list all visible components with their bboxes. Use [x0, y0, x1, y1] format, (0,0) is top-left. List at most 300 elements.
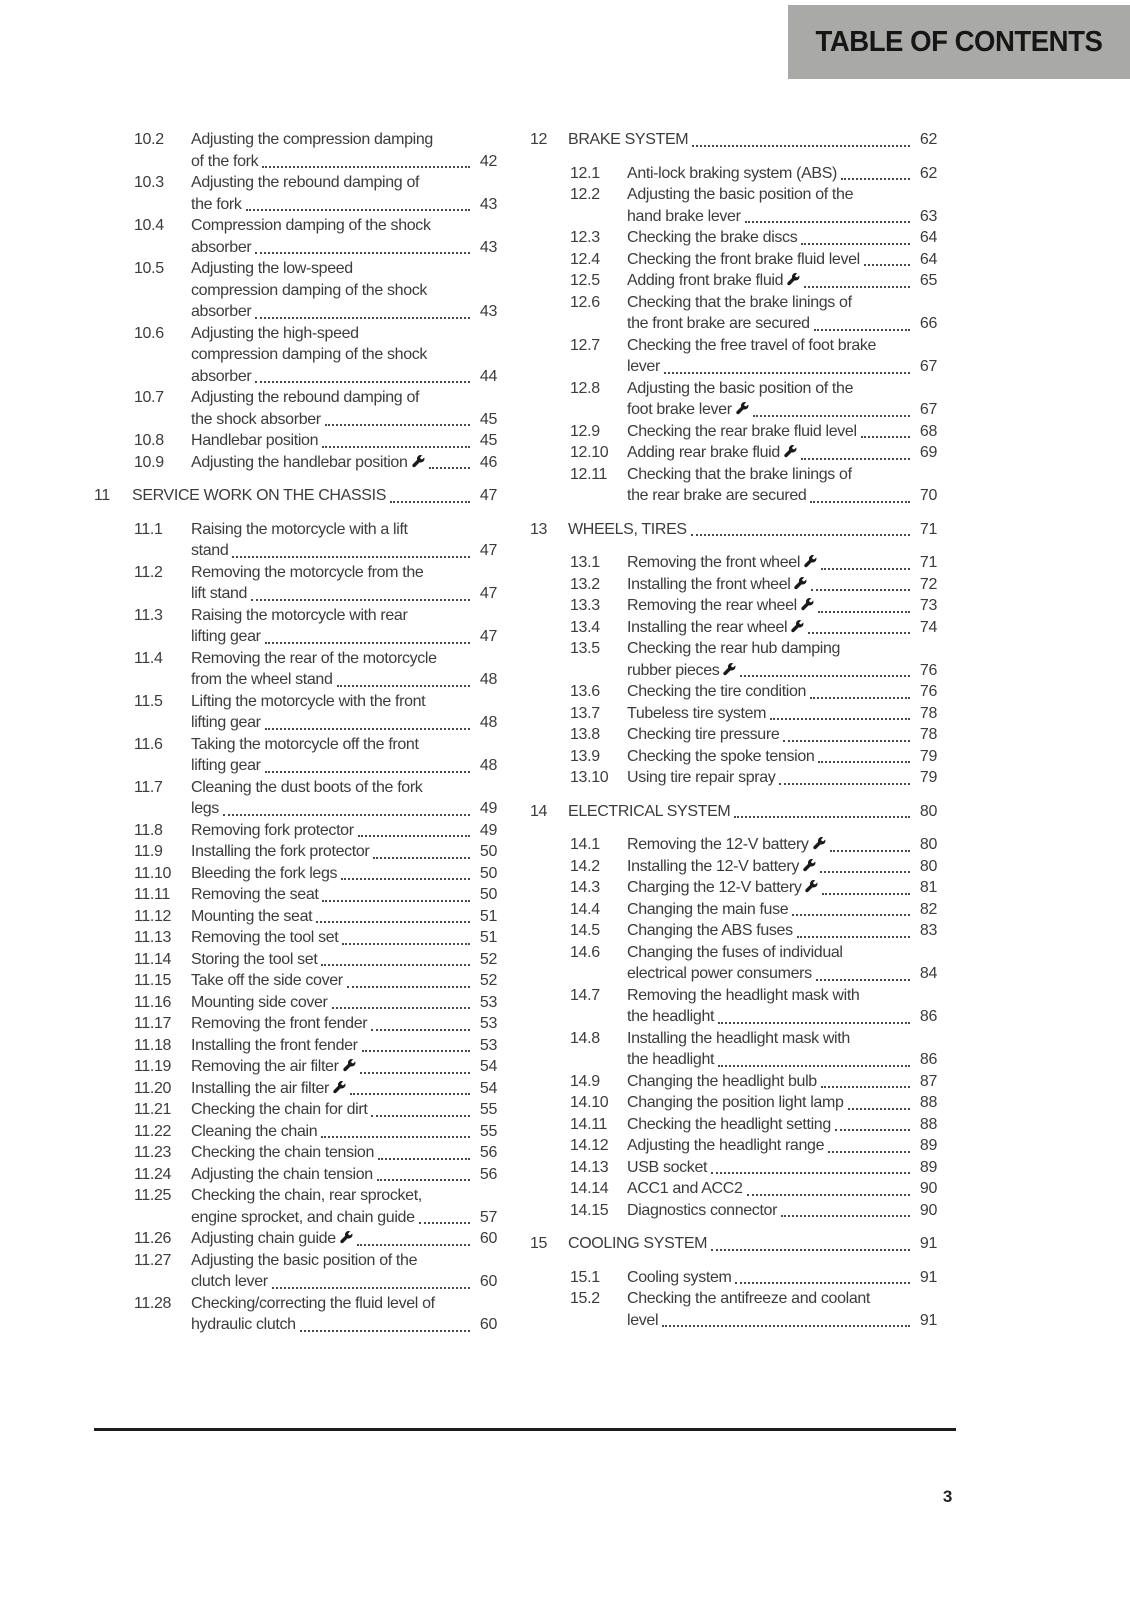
entry-number: 14.8 — [570, 1029, 600, 1047]
toc-entry-row — [94, 323, 497, 388]
entry-page-number: 79 — [919, 747, 937, 765]
entry-title: Checking the headlight setting — [627, 1115, 831, 1133]
entry-title-line: Lifting the motorcycle with the front — [191, 692, 426, 710]
entry-page-number: 62 — [919, 131, 937, 148]
entry-page-number: 65 — [919, 272, 937, 289]
entry-page-number: 88 — [919, 1094, 937, 1111]
toc-entry-row — [94, 387, 497, 430]
dot-leader — [830, 850, 910, 852]
dot-leader — [246, 209, 470, 211]
dot-leader — [781, 1215, 910, 1217]
entry-title: Installing the 12-V battery — [627, 857, 799, 875]
entry-number: 12.1 — [570, 164, 600, 182]
entry-title: COOLING SYSTEM — [568, 1235, 708, 1252]
toc-entry-row — [530, 1071, 937, 1093]
dot-leader — [322, 900, 470, 902]
dot-leader — [734, 816, 910, 818]
toc-entry-row — [94, 949, 497, 971]
entry-number: 11 — [94, 487, 110, 504]
entry-title: Removing the seat — [191, 886, 319, 903]
entry-title: foot brake lever — [627, 401, 732, 418]
toc-entry-row — [94, 1121, 497, 1143]
entry-title: Removing the front wheel — [627, 554, 801, 571]
dot-leader — [835, 1129, 910, 1131]
entry-title: Changing the position light lamp — [627, 1094, 844, 1111]
entry-number: 14.5 — [570, 922, 600, 939]
toc-entry-row — [530, 920, 937, 942]
entry-title-line: Adjusting the low-speed — [191, 260, 353, 277]
entry-page-number: 44 — [479, 367, 497, 385]
entry-title: Removing fork protector — [191, 821, 354, 839]
entry-number: 11.11 — [134, 886, 170, 903]
dot-leader — [358, 835, 470, 837]
entry-number: 12.5 — [570, 272, 600, 289]
entry-title: Changing the ABS fuses — [627, 922, 793, 939]
entry-title-line: Adjusting the compression damping — [191, 131, 433, 148]
entry-page-number: 48 — [479, 714, 497, 731]
entry-page-number: 56 — [479, 1144, 497, 1161]
entry-title-line: Checking the free travel of foot brake — [627, 336, 877, 354]
toc-entry-row — [94, 927, 497, 949]
entry-number: 11.13 — [134, 929, 172, 946]
entry-number: 13.3 — [570, 597, 600, 614]
entry-page-number: 45 — [479, 410, 497, 428]
entry-title: Checking tire pressure — [627, 726, 780, 743]
toc-entry-row — [530, 292, 937, 335]
dot-leader — [783, 740, 910, 742]
toc-entry-row — [530, 856, 937, 878]
entry-number: 11.9 — [134, 843, 163, 860]
toc-entry-row — [530, 834, 937, 856]
dot-leader — [419, 1222, 470, 1224]
toc-chapter-row — [530, 519, 937, 541]
dot-leader — [337, 685, 470, 687]
toc-entry-row — [94, 1250, 497, 1293]
entry-page-number: 53 — [479, 1015, 497, 1032]
entry-title-line: Adjusting the rebound damping of — [191, 389, 420, 406]
entry-title: Handlebar position — [191, 432, 319, 449]
wrench-icon — [791, 620, 804, 633]
entry-title: Checking the front brake fluid level — [627, 250, 860, 268]
entry-number: 11.24 — [134, 1165, 172, 1183]
entry-number: 11.26 — [134, 1230, 172, 1247]
toc-entry-row — [530, 1092, 937, 1114]
entry-title: Anti-lock braking system (ABS) — [627, 164, 838, 182]
entry-number: 12.6 — [570, 293, 600, 311]
toc-entry-row — [94, 777, 497, 820]
toc-entry-row — [94, 562, 497, 605]
entry-page-number: 89 — [919, 1137, 937, 1154]
entry-number: 11.6 — [134, 735, 163, 753]
entry-number: 12.11 — [570, 465, 608, 483]
entry-page-number: 53 — [479, 1036, 497, 1054]
dot-leader — [691, 534, 910, 536]
entry-title-line: Checking the antifreeze and coolant — [627, 1290, 871, 1307]
entry-page-number: 60 — [479, 1316, 497, 1333]
entry-title: SERVICE WORK ON THE CHASSIS — [132, 487, 387, 504]
entry-title: BRAKE SYSTEM — [568, 131, 689, 148]
entry-title: Adding front brake fluid — [627, 272, 784, 289]
toc-entry-row — [530, 724, 937, 746]
entry-number: 13 — [530, 520, 548, 538]
dot-leader — [821, 568, 910, 570]
toc-entry-row — [530, 442, 937, 464]
toc-entry-row — [530, 767, 937, 789]
toc-entry-row — [530, 1028, 937, 1071]
entry-title-line: Checking that the brake linings of — [627, 293, 852, 311]
entry-title: of the fork — [191, 152, 259, 170]
entry-number: 11.7 — [134, 778, 163, 796]
entry-title: rubber pieces — [627, 661, 720, 679]
entry-page-number: 90 — [919, 1201, 937, 1219]
entry-title: Mounting the seat — [191, 907, 313, 925]
toc-entry-row — [530, 464, 937, 507]
entry-number: 12.4 — [570, 250, 600, 268]
entry-page-number: 73 — [919, 597, 937, 614]
entry-title-line: Checking that the brake linings of — [627, 465, 852, 483]
dot-leader — [322, 446, 470, 448]
entry-number: 13.9 — [570, 747, 600, 765]
entry-title: lifting gear — [191, 757, 261, 774]
entry-number: 12.9 — [570, 422, 600, 440]
toc-entry-row — [530, 1157, 937, 1179]
page-header — [788, 5, 1130, 79]
entry-page-number: 47 — [479, 585, 497, 602]
dot-leader — [811, 589, 910, 591]
toc-entry-row — [530, 617, 937, 639]
dot-leader — [747, 1194, 910, 1196]
entry-page-number: 57 — [479, 1208, 497, 1226]
entry-page-number: 91 — [919, 1311, 937, 1329]
entry-page-number: 64 — [919, 250, 937, 268]
wrench-icon — [412, 455, 425, 468]
entry-title-line: Installing the headlight mask with — [627, 1029, 850, 1047]
entry-title: Using tire repair spray — [627, 769, 776, 786]
entry-title: absorber — [191, 367, 252, 385]
entry-title-line: Removing the motorcycle from the — [191, 563, 424, 581]
entry-number: 13.10 — [570, 769, 609, 786]
entry-title: Adjusting the headlight range — [627, 1137, 825, 1154]
dot-leader — [325, 424, 470, 426]
entry-page-number: 71 — [919, 554, 937, 571]
entry-page-number: 48 — [479, 757, 497, 774]
entry-title: absorber — [191, 238, 252, 256]
entry-page-number: 80 — [919, 857, 937, 875]
toc-entry-row — [530, 335, 937, 378]
entry-page-number: 86 — [919, 1008, 937, 1025]
entry-number: 11.19 — [134, 1058, 172, 1075]
toc-chapter-row — [530, 1233, 937, 1255]
toc-entry-row — [94, 1185, 497, 1228]
entry-title: Removing the front fender — [191, 1015, 368, 1032]
entry-number: 11.5 — [134, 692, 163, 710]
entry-title: Checking the chain for dirt — [191, 1101, 368, 1118]
toc-entry-row — [530, 163, 937, 185]
entry-number: 11.8 — [134, 821, 163, 839]
entry-title-line: compression damping of the shock — [191, 346, 428, 363]
entry-number: 14.4 — [570, 900, 600, 918]
entry-number: 11.22 — [134, 1122, 172, 1140]
entry-title-line: Taking the motorcycle off the front — [191, 735, 419, 753]
toc-entry-row — [94, 648, 497, 691]
entry-number: 14.6 — [570, 943, 600, 961]
entry-number: 14.13 — [570, 1158, 609, 1176]
toc-entry-row — [530, 595, 937, 617]
toc-entry-row — [94, 734, 497, 777]
entry-number: 10.4 — [134, 217, 164, 234]
entry-page-number: 54 — [479, 1058, 497, 1075]
dot-leader — [770, 718, 910, 720]
entry-number: 15.1 — [570, 1268, 600, 1286]
toc-entry-row — [94, 1099, 497, 1121]
footer-divider — [94, 1428, 956, 1431]
dot-leader — [792, 914, 910, 916]
dot-leader — [390, 501, 470, 503]
entry-number: 14.7 — [570, 986, 600, 1004]
entry-page-number: 67 — [919, 358, 937, 375]
dot-leader — [350, 1093, 470, 1095]
dot-leader — [300, 1330, 470, 1332]
entry-number: 14.3 — [570, 879, 600, 896]
entry-title: hand brake lever — [627, 207, 741, 225]
entry-page-number: 78 — [919, 726, 937, 743]
toc-entry-row — [530, 249, 937, 271]
dot-leader — [378, 1158, 470, 1160]
entry-number: 12.10 — [570, 444, 609, 461]
entry-title: USB socket — [627, 1158, 708, 1176]
entry-title-line: Cleaning the dust boots of the fork — [191, 778, 423, 796]
entry-title: Checking the rear brake fluid level — [627, 422, 857, 440]
dot-leader — [841, 178, 910, 180]
entry-number: 14.10 — [570, 1094, 609, 1111]
entry-number: 13.7 — [570, 704, 600, 722]
entry-number: 12.3 — [570, 229, 600, 246]
entry-page-number: 81 — [919, 879, 937, 896]
entry-number: 13.6 — [570, 683, 600, 700]
toc-entry-row — [94, 863, 497, 885]
entry-page-number: 62 — [919, 164, 937, 182]
entry-title: level — [627, 1311, 659, 1329]
entry-title: the front brake are secured — [627, 315, 810, 332]
dot-leader — [265, 771, 470, 773]
toc-entry-row — [530, 227, 937, 249]
toc-entry-row — [94, 906, 497, 928]
dot-leader — [265, 642, 470, 644]
dot-leader — [848, 1108, 910, 1110]
entry-page-number: 60 — [479, 1230, 497, 1247]
dot-leader — [272, 1287, 470, 1289]
entry-page-number: 69 — [919, 444, 937, 461]
entry-number: 11.21 — [134, 1101, 172, 1118]
entry-title: hydraulic clutch — [191, 1316, 296, 1333]
entry-title-line: Adjusting the basic position of the — [627, 379, 854, 397]
entry-title: the headlight — [627, 1051, 715, 1068]
dot-leader — [316, 921, 470, 923]
entry-page-number: 43 — [479, 195, 497, 213]
entry-page-number: 79 — [919, 769, 937, 786]
entry-title: from the wheel stand — [191, 671, 333, 688]
entry-number: 11.17 — [134, 1015, 172, 1032]
entry-page-number: 55 — [479, 1101, 497, 1118]
entry-number: 10.7 — [134, 389, 164, 406]
entry-title-line: Adjusting the basic position of the — [627, 186, 854, 203]
dot-leader — [347, 986, 470, 988]
dot-leader — [861, 436, 910, 438]
entry-number: 14.14 — [570, 1180, 609, 1197]
entry-title: Adjusting the chain tension — [191, 1165, 373, 1183]
entry-title: Installing the rear wheel — [627, 618, 788, 636]
entry-title: Installing the fork protector — [191, 843, 370, 860]
entry-title-line: Raising the motorcycle with a lift — [191, 520, 408, 538]
wrench-icon — [333, 1081, 346, 1094]
dot-leader — [797, 936, 910, 938]
toc-chapter-row — [530, 801, 937, 823]
entry-number: 11.12 — [134, 907, 172, 925]
entry-title: Installing the front wheel — [627, 575, 791, 593]
toc-entry-row — [94, 172, 497, 215]
entry-title: the fork — [191, 195, 242, 213]
toc-entry-row — [94, 1078, 497, 1100]
toc-entry-row — [530, 1267, 937, 1289]
dot-leader — [232, 556, 470, 558]
entry-title: Storing the tool set — [191, 950, 318, 968]
entry-number: 11.10 — [134, 864, 172, 882]
entry-number: 14.2 — [570, 857, 600, 875]
dot-leader — [341, 878, 470, 880]
dot-leader — [692, 145, 910, 147]
entry-title: the rear brake are secured — [627, 487, 807, 504]
entry-page-number: 50 — [479, 864, 497, 882]
entry-title: the shock absorber — [191, 410, 321, 428]
dot-leader — [864, 264, 910, 266]
toc-entry-row — [94, 452, 497, 474]
toc-entry-row — [94, 1142, 497, 1164]
entry-page-number: 82 — [919, 900, 937, 918]
wrench-icon — [804, 555, 817, 568]
wrench-icon — [343, 1059, 356, 1072]
entry-page-number: 51 — [479, 907, 497, 925]
entry-title: Installing the air filter — [191, 1079, 329, 1097]
dot-leader — [255, 317, 470, 319]
entry-title-line: Adjusting the basic position of the — [191, 1251, 418, 1269]
entry-number: 14.11 — [570, 1115, 608, 1133]
entry-page-number: 51 — [479, 929, 497, 946]
entry-title: Charging the 12-V battery — [627, 879, 802, 896]
entry-number: 11.27 — [134, 1251, 172, 1269]
entry-page-number: 90 — [919, 1180, 937, 1197]
wrench-icon — [801, 598, 814, 611]
dot-leader — [262, 166, 470, 168]
entry-title: engine sprocket, and chain guide — [191, 1208, 415, 1226]
entry-title: Adjusting chain guide — [191, 1230, 336, 1247]
entry-title: WHEELS, TIRES — [568, 520, 687, 538]
dot-leader — [265, 728, 470, 730]
toc-entry-row — [530, 703, 937, 725]
entry-number: 12 — [530, 131, 548, 148]
dot-leader — [321, 1136, 470, 1138]
toc-entry-row — [530, 574, 937, 596]
dot-leader — [429, 467, 470, 469]
dot-leader — [808, 632, 910, 634]
entry-title: Checking the brake discs — [627, 229, 798, 246]
toc-entry-row — [530, 942, 937, 985]
entry-page-number: 54 — [479, 1079, 497, 1097]
toc-entry-row — [530, 421, 937, 443]
entry-page-number: 84 — [919, 965, 937, 982]
entry-number: 11.14 — [134, 950, 172, 968]
toc-column-right — [530, 129, 937, 1331]
dot-leader — [820, 871, 910, 873]
entry-title: lever — [627, 358, 660, 375]
dot-leader — [745, 221, 910, 223]
toc-entry-row — [530, 1135, 937, 1157]
dot-leader — [251, 599, 470, 601]
entry-page-number: 49 — [479, 821, 497, 839]
entry-number: 11.16 — [134, 993, 172, 1011]
entry-page-number: 80 — [919, 802, 937, 820]
entry-page-number: 52 — [479, 950, 497, 968]
entry-page-number: 91 — [919, 1235, 937, 1252]
dot-leader — [804, 286, 910, 288]
toc-entry-row — [530, 1178, 937, 1200]
dot-leader — [718, 1022, 910, 1024]
entry-title: ELECTRICAL SYSTEM — [568, 802, 731, 820]
dot-leader — [810, 697, 910, 699]
entry-number: 10.9 — [134, 453, 164, 471]
dot-leader — [801, 243, 910, 245]
entry-number: 10.2 — [134, 131, 164, 148]
entry-page-number: 71 — [919, 520, 937, 538]
dot-leader — [373, 857, 470, 859]
entry-page-number: 67 — [919, 401, 937, 418]
entry-title-line: compression damping of the shock — [191, 281, 428, 299]
dot-leader — [779, 783, 910, 785]
entry-title-line: Checking/correcting the fluid level of — [191, 1294, 435, 1312]
wrench-icon — [784, 445, 797, 458]
entry-title: Diagnostics connector — [627, 1201, 778, 1219]
entry-title-line: Checking the chain, rear sprocket, — [191, 1187, 422, 1204]
wrench-icon — [736, 402, 749, 415]
page-number: 3 — [942, 1487, 952, 1506]
dot-leader — [664, 372, 910, 374]
entry-page-number: 76 — [919, 683, 937, 700]
dot-leader — [662, 1325, 910, 1327]
entry-number: 13.4 — [570, 618, 600, 636]
entry-page-number: 48 — [479, 671, 497, 688]
dot-leader — [342, 943, 470, 945]
entry-title: Adjusting the handlebar position — [191, 453, 408, 471]
entry-title-line: Removing the rear of the motorcycle — [191, 649, 437, 667]
entry-title: Removing the air filter — [191, 1058, 339, 1075]
toc-entry-row — [94, 1056, 497, 1078]
entry-title: Removing the tool set — [191, 929, 339, 946]
dot-leader — [822, 893, 910, 895]
entry-number: 14.15 — [570, 1201, 609, 1219]
entry-number: 14.1 — [570, 836, 600, 853]
dot-leader — [377, 1179, 470, 1181]
dot-leader — [814, 329, 910, 331]
entry-title: clutch lever — [191, 1273, 268, 1290]
entry-page-number: 52 — [479, 972, 497, 989]
entry-title: Adding rear brake fluid — [627, 444, 780, 461]
entry-number: 11.25 — [134, 1187, 172, 1204]
toc-entry-row — [94, 970, 497, 992]
toc-entry-row — [94, 691, 497, 734]
entry-page-number: 47 — [479, 628, 497, 645]
entry-number: 11.4 — [134, 649, 163, 667]
entry-page-number: 60 — [479, 1273, 497, 1290]
toc-entry-row — [94, 1228, 497, 1250]
